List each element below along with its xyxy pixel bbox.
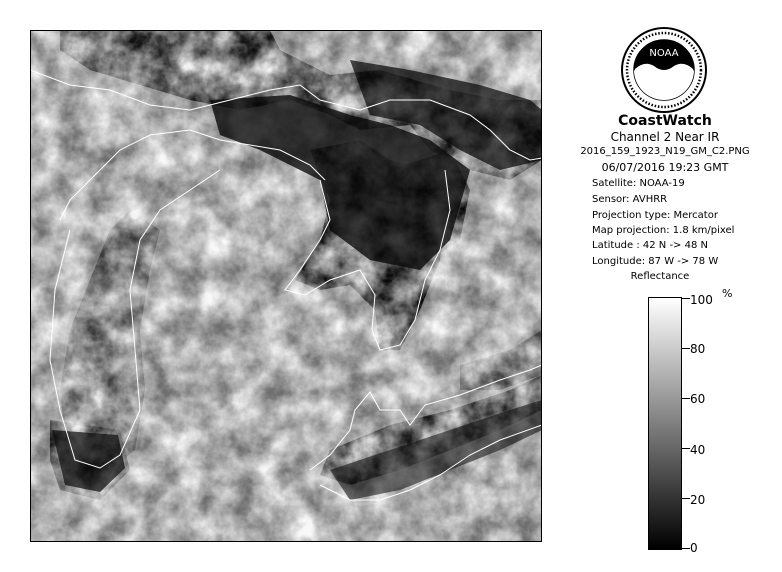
meta-projection-type: Projection type: Mercator — [592, 210, 718, 221]
logo-text: NOAA — [649, 48, 679, 59]
colorbar-tick-label: 60 — [690, 392, 706, 406]
meta-latitude: Latitude : 42 N -> 48 N — [592, 240, 708, 251]
colorbar-tick-label: 80 — [690, 342, 706, 356]
product-title: CoastWatch — [618, 113, 712, 129]
colorbar-tick — [682, 448, 690, 449]
reflectance-colorbar — [648, 297, 682, 550]
colorbar-unit: % — [722, 287, 733, 300]
colorbar-tick-label: 20 — [690, 493, 706, 507]
meta-map-projection: Map projection: 1.8 km/pixel — [592, 225, 735, 236]
channel-subtitle: Channel 2 Near IR — [610, 130, 720, 144]
colorbar-tick — [682, 498, 690, 499]
colorbar-tick — [682, 398, 690, 399]
colorbar-tick-label: 100 — [690, 293, 713, 307]
colorbar-tick — [682, 298, 690, 299]
acquisition-datetime: 06/07/2016 19:23 GMT — [601, 161, 729, 174]
colorbar-tick — [682, 548, 690, 549]
colorbar-tick — [682, 348, 690, 349]
noaa-logo — [620, 26, 708, 114]
satellite-image — [30, 30, 542, 542]
colorbar-tick-label: 0 — [690, 541, 698, 555]
meta-sensor: Sensor: AVHRR — [592, 194, 668, 205]
meta-satellite: Satellite: NOAA-19 — [592, 178, 685, 189]
meta-longitude: Longitude: 87 W -> 78 W — [592, 256, 719, 267]
file-name: 2016_159_1923_N19_GM_C2.PNG — [580, 146, 750, 157]
colorbar-label: Reflectance — [630, 271, 690, 282]
colorbar-tick-label: 40 — [690, 443, 706, 457]
